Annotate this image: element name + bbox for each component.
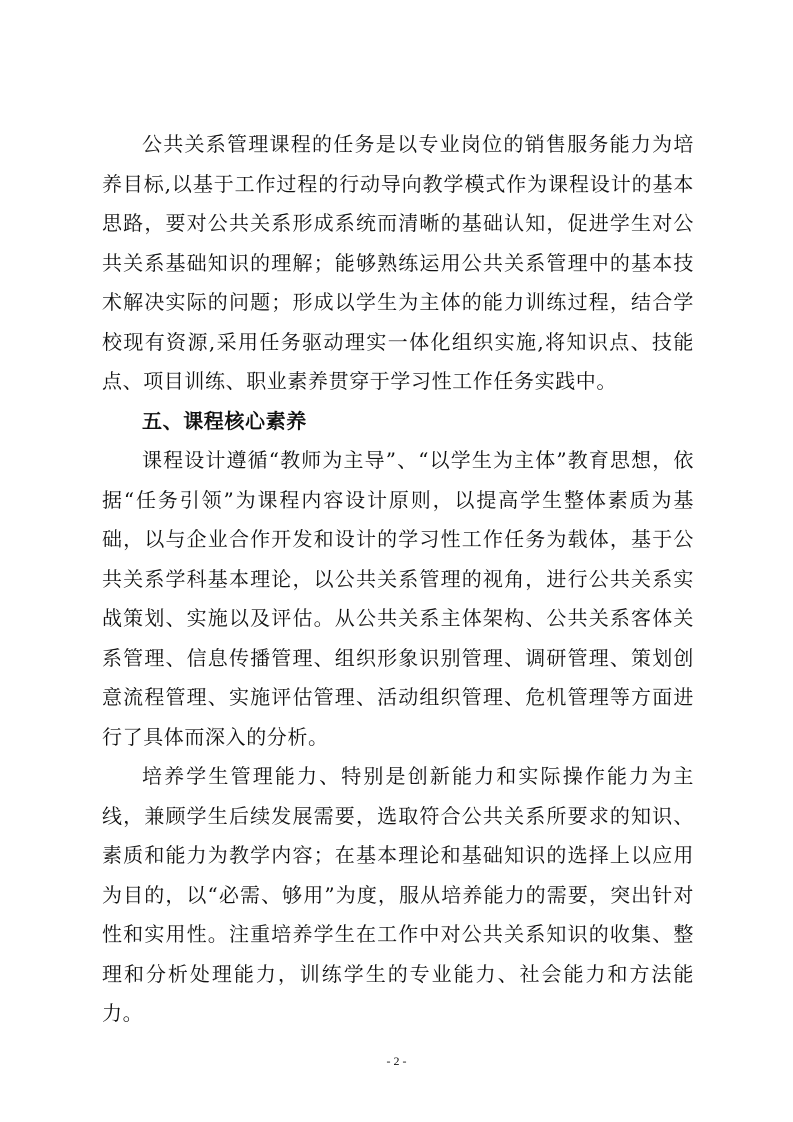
- document-body: [102, 125, 694, 1034]
- section-heading: 五、课程核心素养: [142, 408, 307, 433]
- course-design-paragraph: 课程设计遵循“教师为主导”、“以学生为主体”教育思想，依据“任务引领”为课程内容设计原则，以提高学生整体素质为基础，以与企业合作开发和设计的学习性工作任务为载体，基于公共关系学科基本理论，以公共关系管理的视角，进行公共关系实战策划、实施以及评估。从公共关系主体架构、公共关系客体关系管理、信息传播管理、组织形象识别管理、调研管理、策划创意流程管理、实施评估管理、活动组织管理、危机管理等方面进行了具体而深入的分析。: [102, 448, 694, 749]
- page-number: - 2 -: [386, 1054, 407, 1068]
- course-task-paragraph: 公共关系管理课程的任务是以专业岗位的销售服务能力为培养目标,以基于工作过程的行动导向教学模式作为课程设计的基本思路，要对公共关系形成系统而清晰的基础认知，促进学生对公共关系基础知识的理解；能够熟练运用公共关系管理中的基本技术解决实际的问题；形成以学生为主体的能力训练过程，结合学校现有资源,采用任务驱动理实一体化组织实施,将知识点、技能点、项目训练、职业素养贯穿于学习性工作任务实践中。: [102, 132, 694, 393]
- ability-cultivation-paragraph: 培养学生管理能力、特别是创新能力和实际操作能力为主线，兼顾学生后续发展需要，选取符合公共关系所要求的知识、素质和能力为教学内容；在基本理论和基础知识的选择上以应用为目的，以“必需、够用”为度，服从培养能力的需要，突出针对性和实用性。注重培养学生在工作中对公共关系知识的收集、整理和分析处理能力，训练学生的专业能力、社会能力和方法能力。: [102, 764, 694, 1025]
